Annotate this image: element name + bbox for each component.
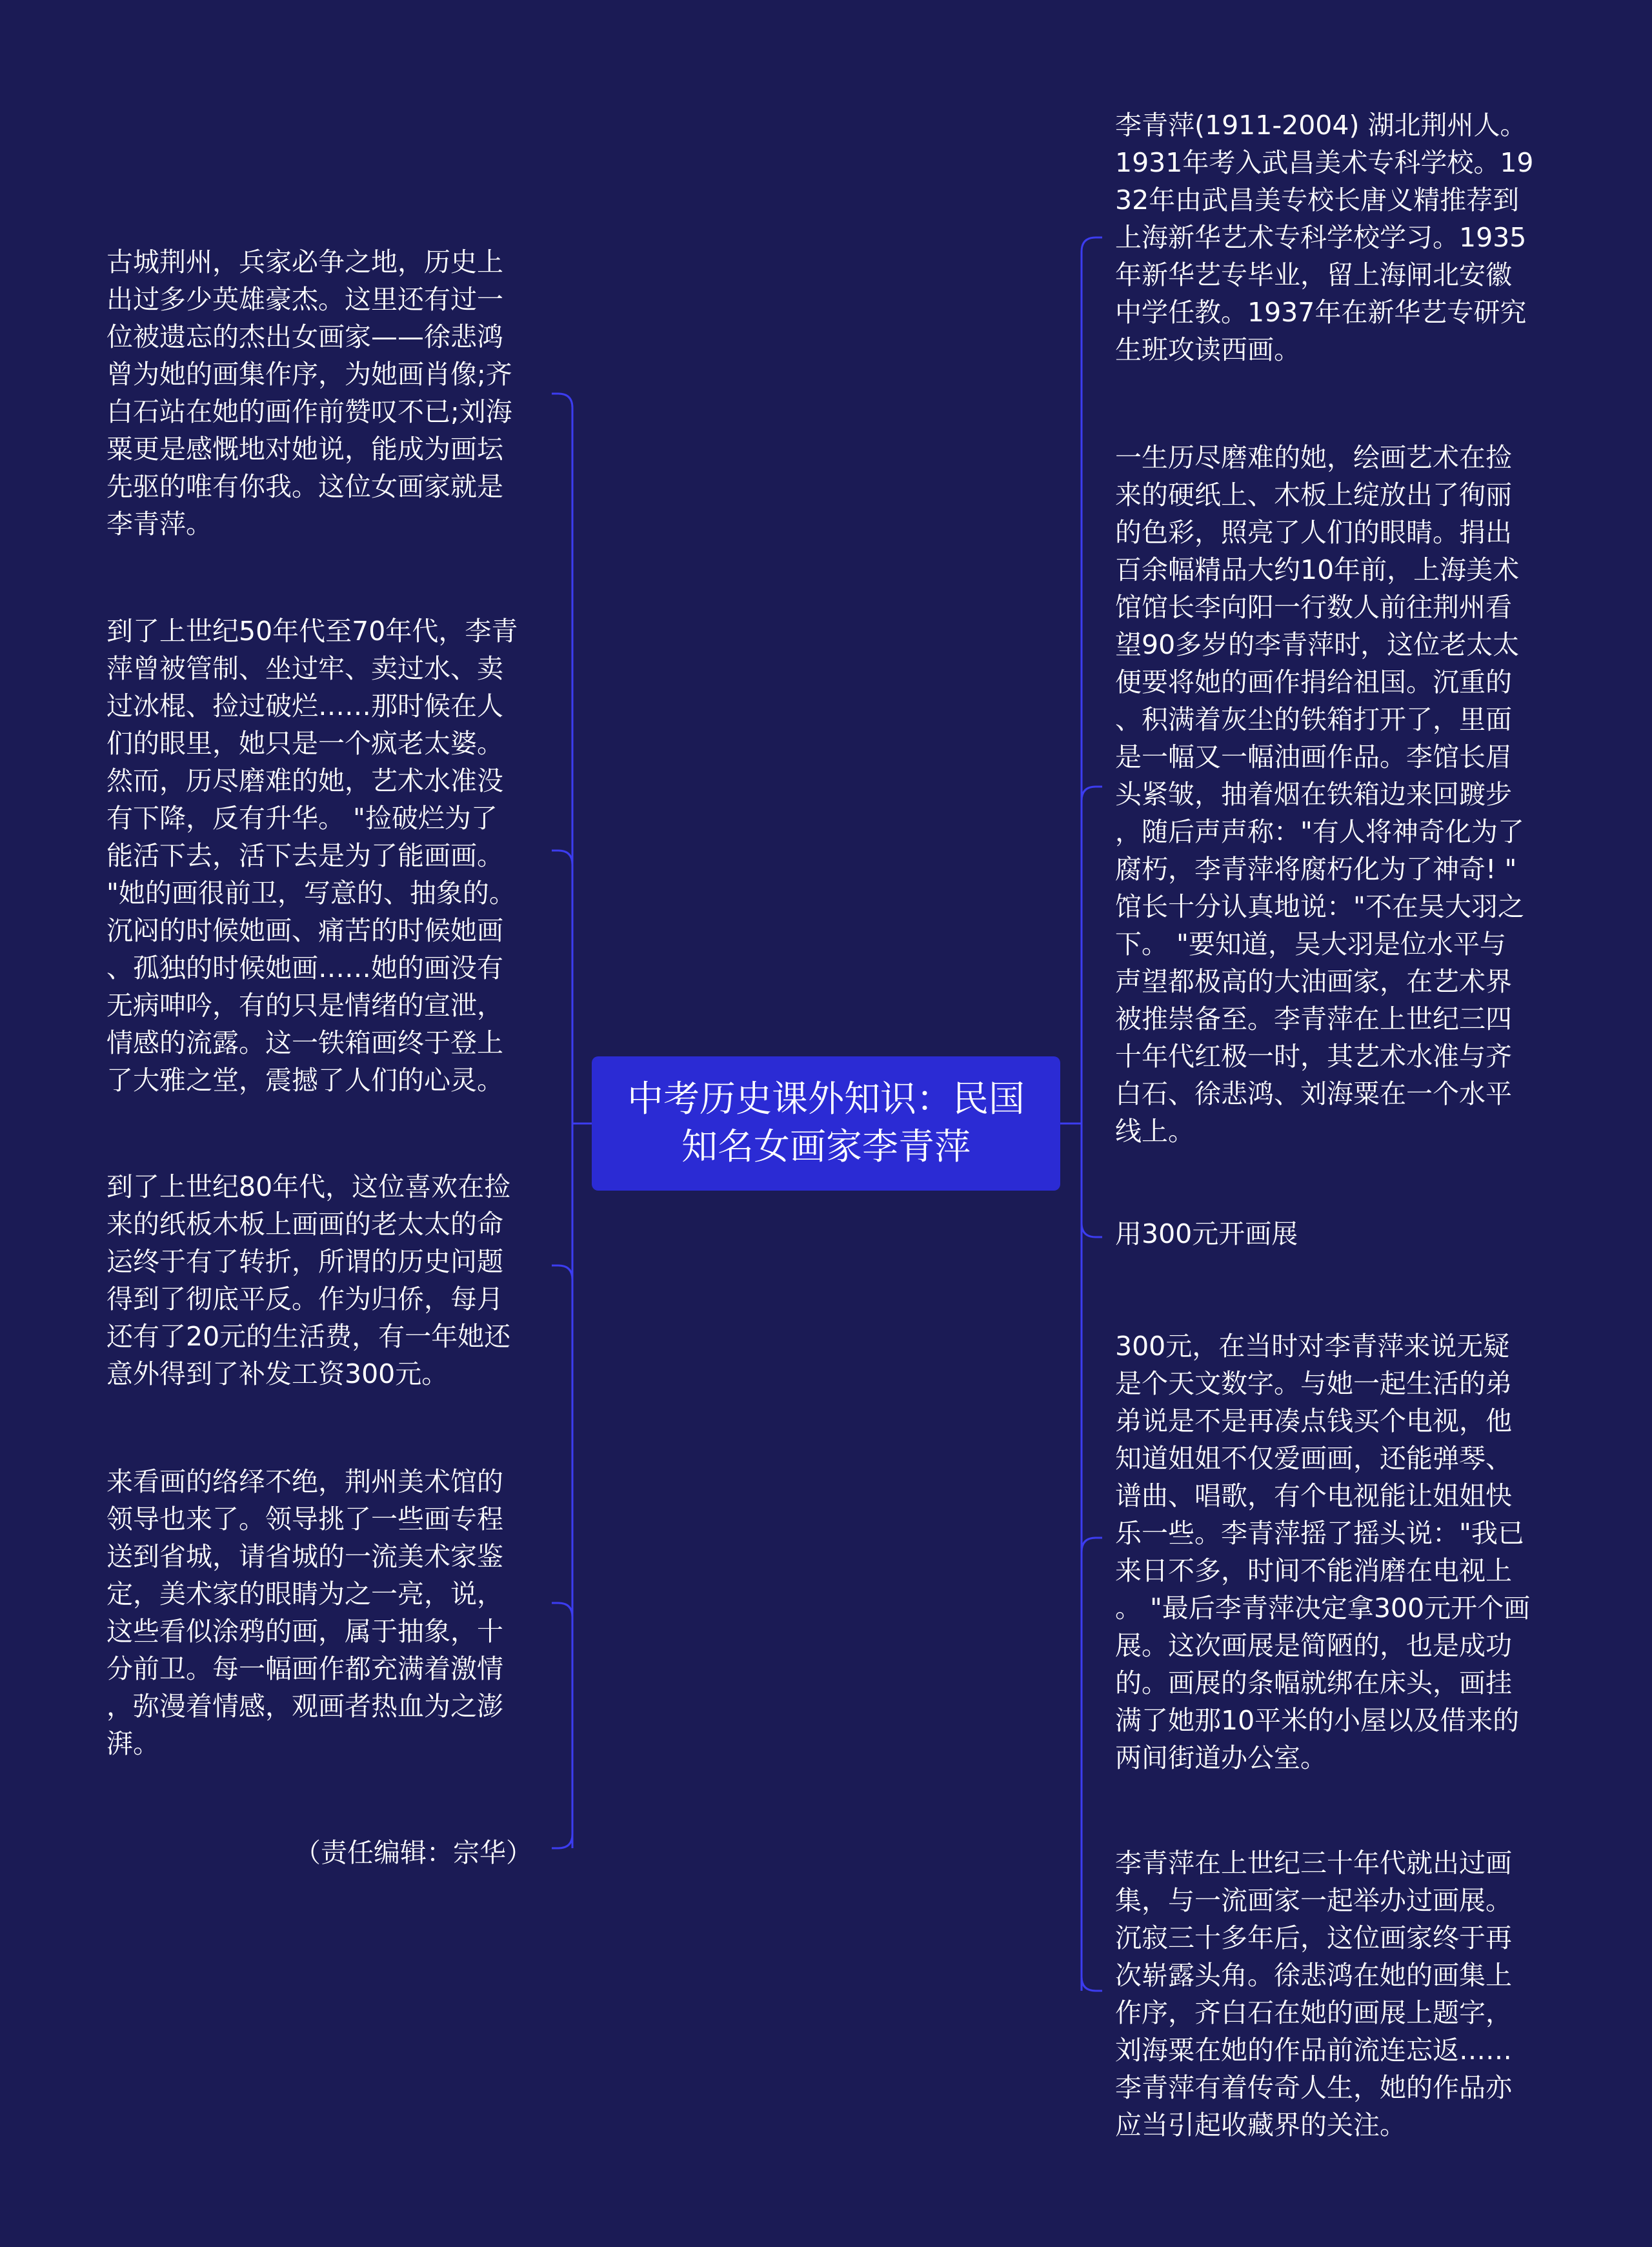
right-node-1: 李青萍(1911-2004) 湖北荆州人。 1931年考入武昌美术专科学校。19 32年由武昌美专校长唐义精推荐到 上海新华艺术专科学校学习。1935 年新华艺专毕业，留上海闸北安徽 中学任教。1937年在新华艺专研究 生班攻读西画。	[1115, 110, 1534, 365]
left-node-4: 来看画的络绎不绝，荆州美术馆的 领导也来了。领导挑了一些画专程 送到省城，请省城的一流美术家鉴 定，美术家的眼睛为之一亮，说， 这些看似涂鸦的画，属于抽象，十 分前卫。每一幅画作都充满着激情 ，弥漫着情感，观画者热血为之澎 湃。	[106, 1466, 503, 1759]
right-node-5: 李青萍在上世纪三十年代就出过画 集，与一流画家一起举办过画展。 沉寂三十多年后，这位画家终于再 次崭露头角。徐悲鸿在她的画集上 作序，齐白石在她的画展上题字， 刘海粟在她的作品前流连忘返…… 李青萍有着传奇人生，她的作品亦 应当引起收藏界的关注。	[1115, 1848, 1512, 2141]
left-node-1: 古城荆州，兵家必争之地，历史上 出过多少英雄豪杰。这里还有过一 位被遗忘的杰出女画家——徐悲鸿 曾为她的画集作序，为她画肖像;齐 白石站在她的画作前赞叹不已;刘海 粟更是感慨地对她说，能成为画坛 先驱的唯有你我。这位女画家就是 李青萍。	[106, 247, 512, 539]
right-node-3-heading: 用300元开画展	[1115, 1218, 1298, 1249]
left-node-3: 到了上世纪80年代，这位喜欢在捡 来的纸板木板上画画的老太太的命 运终于有了转折，所谓的历史问题 得到了彻底平反。作为归侨，每月 还有了20元的生活费，有一年她还 意外得到了补发工资300元。	[106, 1171, 511, 1389]
connector-left-4	[552, 1603, 572, 1617]
connector-right-4	[1082, 1538, 1102, 1552]
connector-right-5	[1082, 1977, 1102, 1991]
connector-left-3	[552, 1265, 572, 1280]
left-node-2: 到了上世纪50年代至70年代，李青 萍曾被管制、坐过牢、卖过水、卖 过冰棍、捡过破烂……那时候在人 们的眼里，她只是一个疯老太婆。 然而，历尽磨难的她，艺术水准没 有下降，反有升华。 "捡破烂为了 能活下去，活下去是为了能画画。 "她的画很前卫，写意的、抽象的。 沉闷的时候她画、痛苦的时候她画 、孤独的时候她画……她的画没有 无病呻吟，有的只是情绪的宣泄， 情感的流露。这一铁箱画终于登上 了大雅之堂，震撼了人们的心灵。	[106, 616, 518, 1096]
right-node-4: 300元，在当时对李青萍来说无疑 是个天文数字。与她一起生活的弟 弟说是不是再凑点钱买个电视，他 知道姐姐不仅爱画画，还能弹琴、 谱曲、唱歌，有个电视能让姐姐快 乐一些。李青萍摇了摇头说："我已 来日不多，时间不能消磨在电视上 。 "最后李青萍决定拿300元开个画 展。这次画展是简陋的，也是成功 的。画展的条幅就绑在床头，画挂 满了她那10平米的小屋以及借来的 两间街道办公室。	[1115, 1331, 1531, 1773]
connector-right-3	[1082, 1223, 1102, 1237]
right-node-2: 一生历尽磨难的她，绘画艺术在捡 来的硬纸上、木板上绽放出了徇丽 的色彩，照亮了人们的眼睛。捐出 百余幅精品大约10年前，上海美术 馆馆长李向阳一行数人前往荆州看 望90多岁的李青萍时，这位老太太 便要将她的画作捐给祖国。沉重的 、积满着灰尘的铁箱打开了，里面 是一幅又一幅油画作品。李馆长眉 头紧皱，抽着烟在铁箱边来回踱步 ，随后声声称："有人将神奇化为了 腐朽，李青萍将腐朽化为了神奇! " 馆长十分认真地说："不在吴大羽之 下。 "要知道，吴大羽是位水平与 声望都极高的大油画家，在艺术界 被推崇备至。李青萍在上世纪三四 十年代红极一时，其艺术水准与齐 白石、徐悲鸿、刘海粟在一个水平 线上。	[1115, 442, 1524, 1147]
connector-left-1	[552, 394, 572, 408]
connector-left-2	[552, 851, 572, 865]
connector-right-1	[1082, 237, 1102, 252]
editor-credit: （责任编辑：宗华）	[294, 1837, 532, 1868]
connector-right-2	[1082, 787, 1102, 801]
center-topic-node[interactable]: 中考历史课外知识：民国 知名女画家李青萍	[592, 1056, 1060, 1191]
connector-left-5	[552, 1834, 572, 1848]
